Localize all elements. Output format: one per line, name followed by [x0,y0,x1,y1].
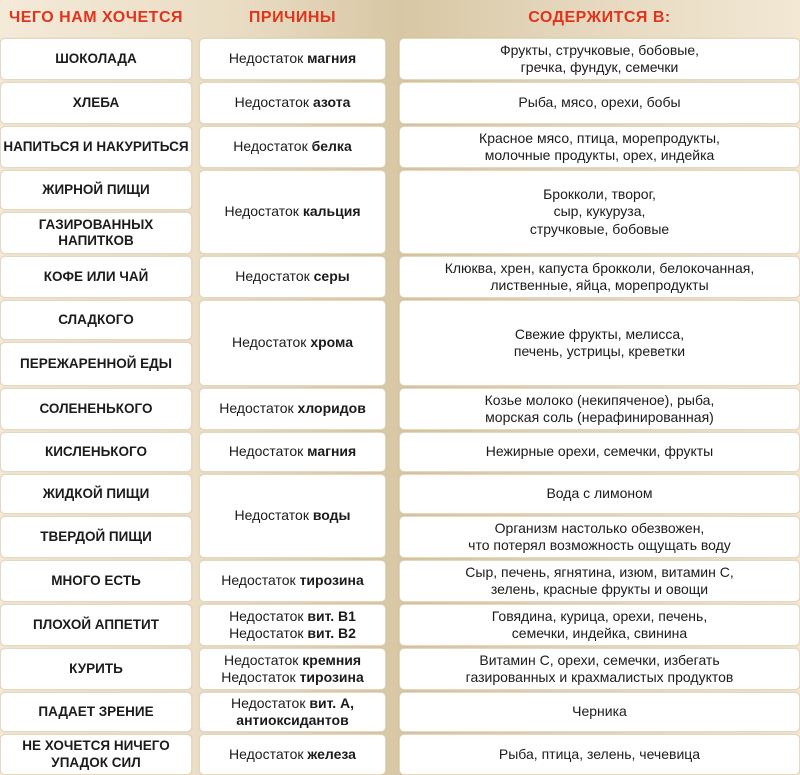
cause-prefix: Недостаток [228,50,304,67]
cause-nutrient: магния [307,50,357,67]
source-line: молочные продукты, орех, индейка [484,147,715,163]
header-source: СОДЕРЖИТСЯ В: [528,9,671,26]
source-cell [399,516,800,558]
source-line: Красное мясо, птица, морепродукты, [479,129,720,146]
cause-cell [199,38,386,80]
want-cell [0,388,192,430]
cause-cell [199,256,386,298]
cause-cell [199,300,386,386]
source-line: сыр, кукуруза, [553,203,646,220]
source-line: Витамин С, орехи, семечки, избегать [479,651,720,668]
want-text: НАПИТЬСЯ И НАКУРИТЬСЯ [3,138,189,154]
want-text: ПЕРЕЖАРЕННОЙ ЕДЫ [20,355,172,371]
cause-prefix: Недостаток [233,138,308,155]
cause-cell [199,648,386,690]
source-line: Козье молоко (некипяченое), рыба, [484,391,715,408]
cause-nutrient: вит. А, [309,694,354,711]
source-line: газированных и крахмалистых продуктов [465,669,734,685]
want-text: КИСЛЕНЬКОГО [44,443,147,459]
want-cell [0,170,192,210]
want-cell [0,692,192,732]
cause-nutrient: хлоридов [297,400,366,417]
want-text: ЖИДКОЙ ПИЩИ [42,485,150,501]
cause-cell [199,734,386,775]
source-line: Рыба, мясо, орехи, бобы [518,94,681,111]
source-line: Организм настолько обезвожен, [494,519,705,536]
want-text: ГАЗИРОВАННЫХ НАПИТКОВ [38,216,154,248]
cause-cell [199,604,386,646]
cause-prefix: Недостаток [234,507,309,524]
cause-prefix: Недостаток [221,572,296,589]
cause-nutrient: тирозина [299,572,364,589]
cause-nutrient: вит. B1 [307,607,356,624]
source-line: зелень, красные фрукты и овощи [490,581,709,597]
want-text: ХЛЕБА [72,94,120,110]
source-line: Говядина, курица, орехи, печень, [491,607,708,624]
want-cell [0,212,192,254]
source-line: печень, устрицы, креветки [513,343,686,359]
want-cell [0,516,192,558]
cause-nutrient: кремния [302,651,362,668]
source-line: Вода с лимоном [546,485,653,502]
want-text: СЛАДКОГО [58,311,134,327]
want-cell [0,560,192,602]
source-line: стручковые, бобовые [529,220,670,237]
source-cell [399,432,800,472]
cause-cell [199,388,386,430]
cause-cell [199,432,386,472]
source-cell [399,256,800,298]
want-text: УПАДОК СИЛ [51,754,141,770]
cause-prefix: Недостаток [224,203,299,220]
source-line: Свежие фрукты, мелисса, [514,325,685,342]
source-cell [399,560,800,602]
source-line: Черника [572,703,627,720]
want-cell [0,38,192,80]
cause-cell [199,560,386,602]
source-line: Брокколи, творог, [543,186,656,203]
want-cell [0,604,192,646]
want-text: ШОКОЛАДА [55,50,137,66]
cause-cell [199,126,386,168]
source-line: морская соль (нерафинированная) [485,409,714,425]
source-cell [399,82,800,124]
cause-nutrient: вит. B2 [307,625,356,641]
want-cell [0,300,192,340]
cause-nutrient: антиоксидантов [236,712,349,728]
want-cell [0,648,192,690]
source-cell [399,38,800,80]
cause-prefix: Недостаток [235,268,310,285]
cause-prefix: Недостаток [219,400,294,417]
want-cell [0,342,192,386]
source-cell [399,388,800,430]
cause-prefix: Недостаток [231,334,307,351]
want-cell [0,474,192,514]
cause-cell [199,170,386,254]
source-line: Фрукты, стручковые, бобовые, [499,41,700,58]
cause-nutrient: серы [313,268,350,285]
source-cell [399,692,800,732]
want-cell [0,734,192,775]
cause-prefix: Недостаток [228,443,304,460]
cause-cell [199,692,386,732]
cause-nutrient: азота [312,94,351,111]
source-cell [399,474,800,514]
want-text: КОФЕ ИЛИ ЧАЙ [43,268,149,284]
source-cell [399,170,800,254]
cause-cell [199,474,386,558]
cause-prefix: Недостаток [229,745,304,762]
want-text: НЕ ХОЧЕТСЯ НИЧЕГО [22,738,170,754]
cause-prefix: Недостаток [231,694,306,711]
want-text: МНОГО ЕСТЬ [51,572,141,588]
source-cell [399,300,800,386]
cause-nutrient: воды [312,507,351,524]
cause-cell [199,82,386,124]
cause-nutrient: белка [311,138,352,155]
source-line: Клюква, хрен, капуста брокколи, белокочанная, [444,259,755,276]
source-line: Сыр, печень, ягнятина, изюм, витамин С, [465,563,734,580]
cause-prefix: Недостаток [229,607,304,624]
cause-nutrient: кальция [302,203,361,220]
cause-prefix: Недостаток [234,94,310,111]
source-line: Рыба, птица, зелень, чечевица [498,745,701,762]
want-cell [0,256,192,298]
source-cell [399,604,800,646]
want-text: ТВЕРДОЙ ПИЩИ [40,528,152,544]
cause-prefix: Недостаток [223,651,299,668]
want-text: ПЛОХОЙ АППЕТИТ [33,616,159,632]
cause-prefix: Недостаток [221,669,296,685]
want-text: ПАДАЕТ ЗРЕНИЕ [38,703,154,719]
source-line: что потерял возможность ощущать воду [468,537,731,553]
cause-nutrient: хрома [310,334,353,351]
cause-nutrient: железа [307,745,356,762]
want-text: СОЛЕНЕНЬКОГО [39,400,153,416]
source-line: лиственные, яйца, морепродукты [490,277,709,293]
source-line: Нежирные орехи, семечки, фрукты [485,443,714,460]
cause-prefix: Недостаток [229,625,304,641]
want-cell [0,82,192,124]
cause-nutrient: магния [307,443,357,460]
source-line: гречка, фундук, семечки [520,59,679,75]
want-cell [0,432,192,472]
header-cause: ПРИЧИНЫ [248,9,337,26]
source-cell [399,734,800,775]
source-cell [399,648,800,690]
want-cell [0,126,192,168]
want-text: ЖИРНОЙ ПИЩИ [42,181,150,197]
cause-nutrient: тирозина [299,669,364,685]
source-cell [399,126,800,168]
source-line: семечки, индейка, свинина [511,625,688,641]
header-want: ЧЕГО НАМ ХОЧЕТСЯ [9,9,183,26]
want-text: КУРИТЬ [69,660,123,676]
